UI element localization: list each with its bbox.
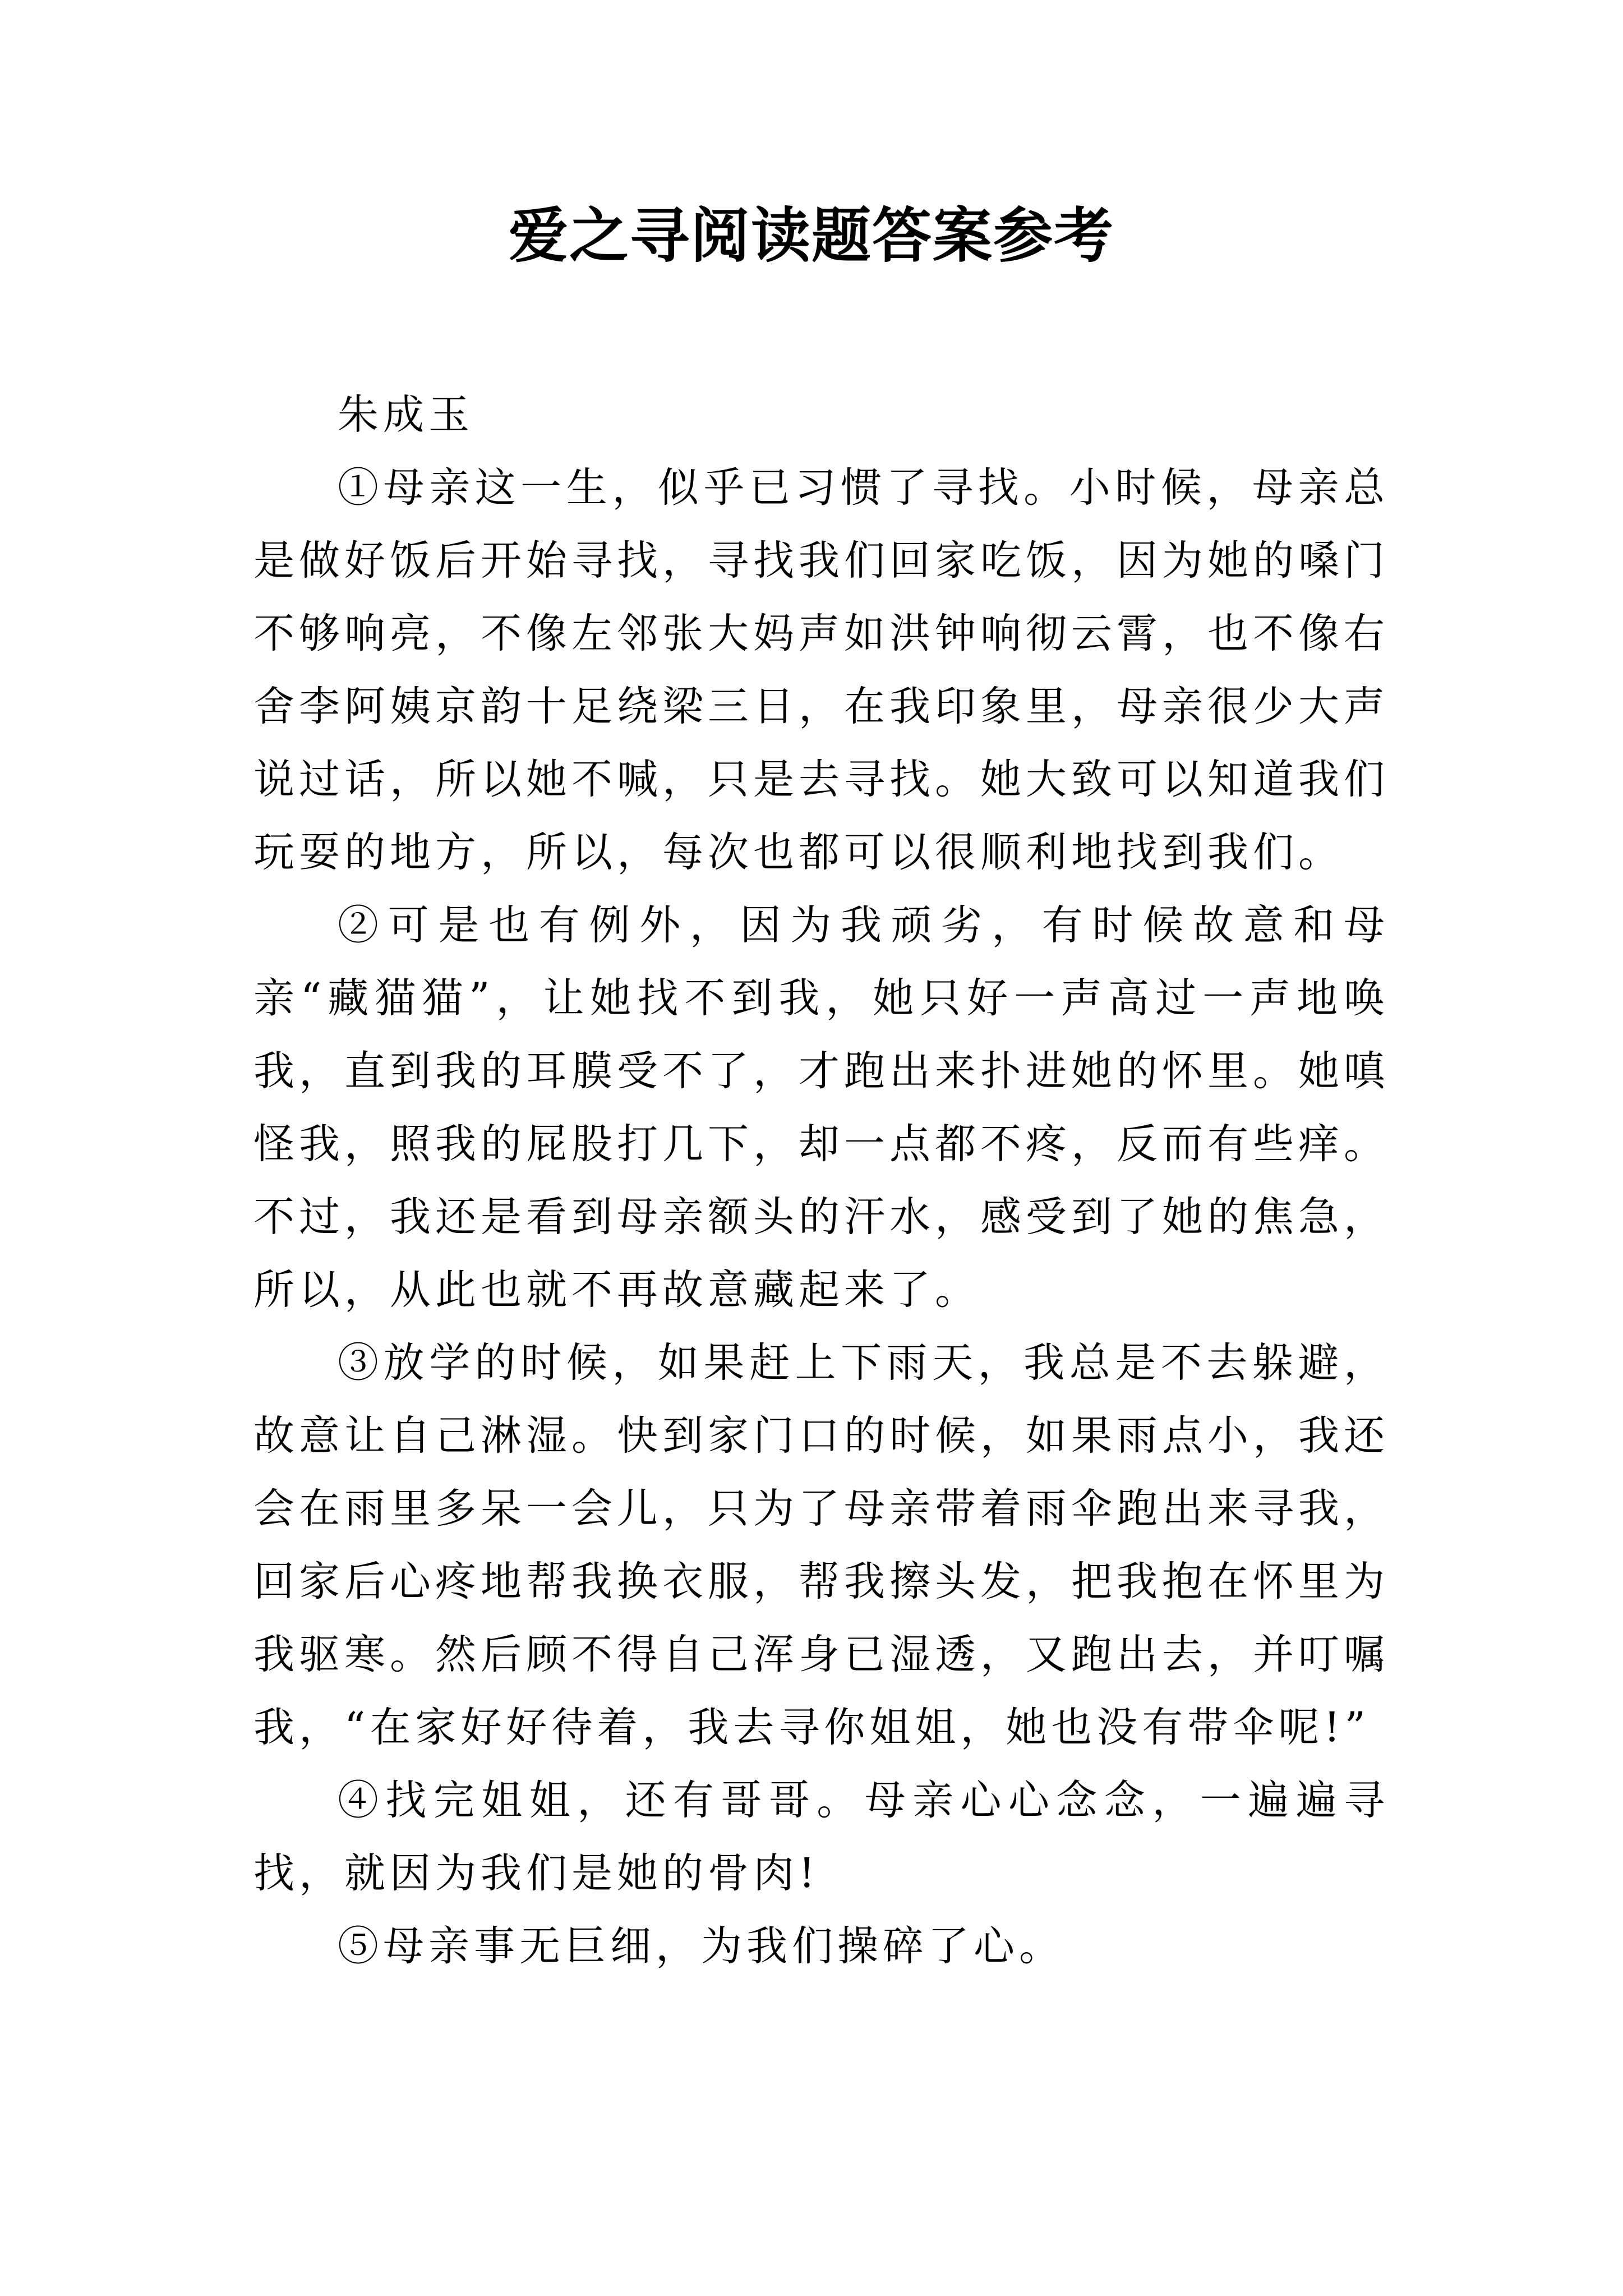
paragraph-2: ②可是也有例外，因为我顽劣，有时候故意和母亲“藏猫猫”，让她找不到我，她只好一声高过一声地唤我，直到我的耳膜受不了，才跑出来扑进她的怀里。她嗔怪我，照我的屁股打几下，却一点都不疼，反而有些痒。不过，我还是看到母亲额头的汗水，感受到了她的焦急，所以，从此也就不再故意藏起来了。 [253,901,1389,1314]
paragraph-5: ⑤母亲事无巨细，为我们操碎了心。 [338,1922,1064,1970]
paragraph-3: ③放学的时候，如果赶上下雨天，我总是不去躲避，故意让自己淋湿。快到家门口的时候，如果雨点小，我还会在雨里多呆一会儿，只为了母亲带着雨伞跑出来寻我，回家后心疼地帮我换衣服，帮我擦头发，把我抱在怀里为我驱寒。然后顾不得自己浑身已湿透，又跑出去，并叮嘱我，“在家好好待着，我去寻你姐姐，她也没有带伞呢!” [253,1339,1389,1751]
paragraph-1: ①母亲这一生，似乎已习惯了寻找。小时候，母亲总是做好饭后开始寻找，寻找我们回家吃饭，因为她的嗓门不够响亮，不像左邻张大妈声如洪钟响彻云霄，也不像右舍李阿姨京韵十足绕梁三日，在我印象里，母亲很少大声说过话，所以她不喊，只是去寻找。她大致可以知道我们玩耍的地方，所以，每次也都可以很顺利地找到我们。 [253,464,1389,876]
paragraph-4: ④找完姐姐，还有哥哥。母亲心心念念，一遍遍寻找，就因为我们是她的骨肉! [253,1777,1389,1897]
article-body [253,379,1389,1983]
author-name: 朱成玉 [338,391,474,439]
page-title: 爱之寻阅读题答案参考 [509,200,1114,270]
